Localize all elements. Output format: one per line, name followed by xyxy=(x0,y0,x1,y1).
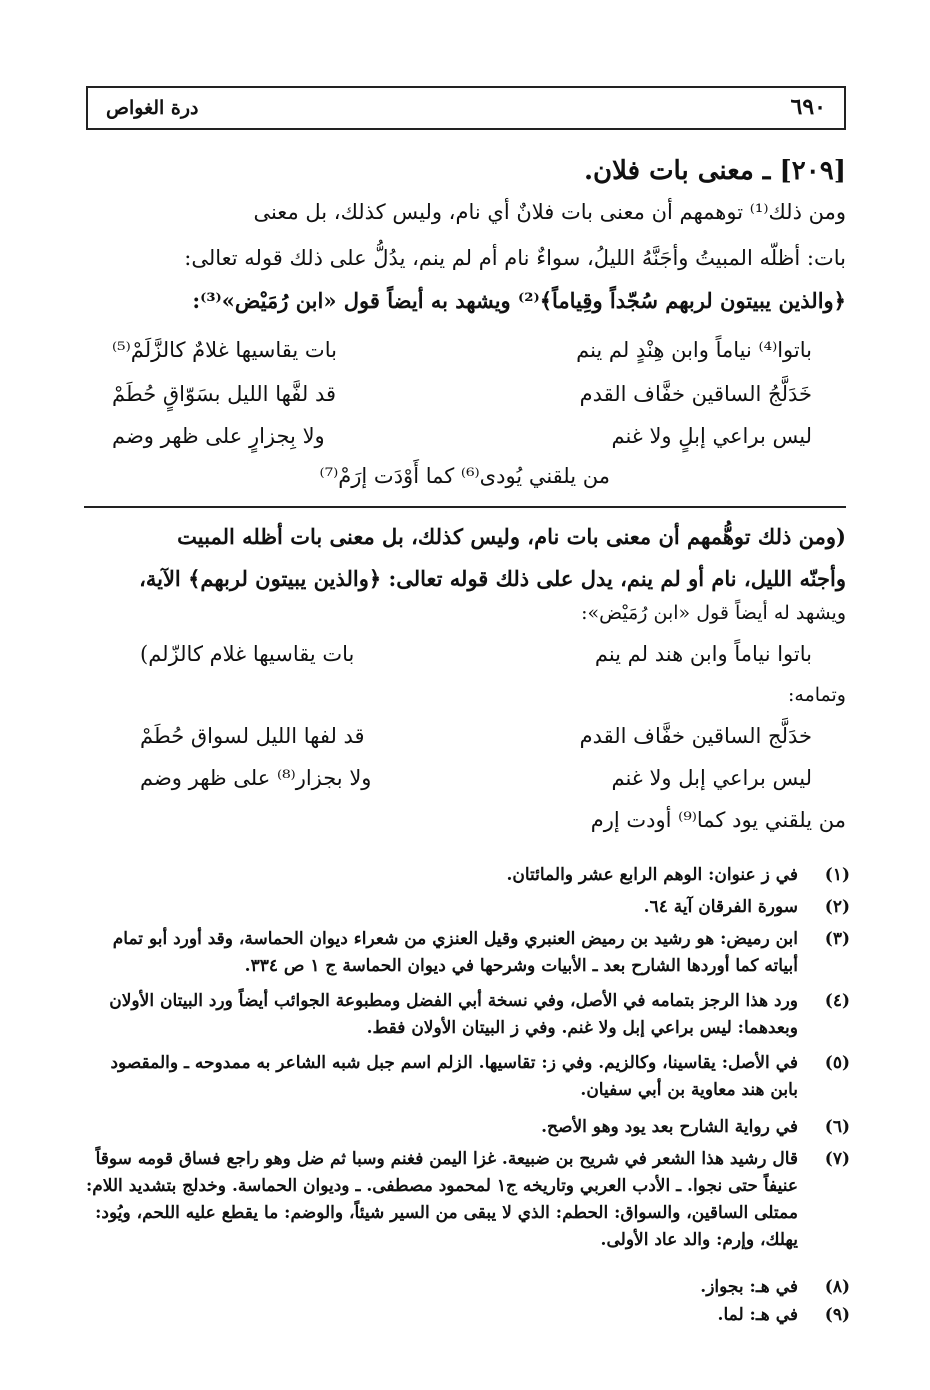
footnote-text: في الأصل: يقاسينا، وكالزيم. وفي ز: تقاسيها. الزلم اسم جبل شبه الشاعر به ممدوحه ـ والمقصود بابن هند معاوية بن أبي سفيان. xyxy=(110,1053,798,1100)
commentary-last-line: من يلقني يود كما⁽⁹⁾ أودت إرم xyxy=(590,808,846,832)
commentary-tamamuhu: وتمامه: xyxy=(787,684,846,706)
body-line-2: بات: أظلّه المبيتُ وأجَنَّهُ الليلُ، سواءٌ نام أم لم ينم، يدُلُّ على ذلك قوله تعالى: xyxy=(184,246,846,270)
footnote-9 xyxy=(80,1302,850,1329)
footnote-4 xyxy=(80,988,850,1042)
body-line-3: ﴿والذين يبيتون لربهم سُجّداً وقِياماً﴾⁽²⁾ ويشهد به أيضاً قول «ابن رُمَيْض»⁽³⁾: xyxy=(192,288,846,313)
footnote-number: (١) xyxy=(824,865,850,885)
commentary-line-2: وأجنّه الليل، نام أو لم ينم، يدل على ذلك قوله تعالى: ﴿والذين يبيتون لربهم﴾ الآية، xyxy=(139,566,846,591)
footnote-7 xyxy=(80,1146,850,1254)
book-title: درة الغواص xyxy=(106,97,199,119)
footnote-text: في ز عنوان: الوهم الرابع عشر والمائتان. xyxy=(506,865,798,885)
footnote-8 xyxy=(80,1274,850,1301)
commentary-verse-2-right: خدَلَّج الساقين خفَّاف القدم xyxy=(579,724,812,748)
footnote-6 xyxy=(80,1114,850,1141)
footnote-number: (٩) xyxy=(824,1305,850,1325)
commentary-verse-1-right: باتوا نياماً وابن هند لم ينم xyxy=(594,642,812,666)
footnote-text: في هـ: لما. xyxy=(717,1305,798,1325)
footnote-text: ابن رميض: هو رشيد بن رميض العنبري وقيل العنزي من شعراء ديوان الحماسة، وقد أورد أبو تمام أبياته كما أوردها الشارح بعد ـ الأبيات وشرحها في ديوان الحماسة ج ١ ص ٣٣٤. xyxy=(112,929,798,976)
footnote-number: (٥) xyxy=(824,1053,850,1073)
footnote-text: ورد هذا الرجز بتمامه في الأصل، وفي نسخة أبي الفضل ومطبوعة الجوائب أيضاً ورد البيتان الأولان وبعدهما: ليس براعي إبل ولا غنم. وفي ز البيتان الأولان فقط. xyxy=(109,991,798,1038)
commentary-line-1: (ومن ذلك توهُّمهم أن معنى بات نام، وليس كذلك، بل معنى بات أظله المبيت xyxy=(177,524,846,549)
footnote-number: (٤) xyxy=(824,991,850,1011)
footnote-number: (٢) xyxy=(824,897,850,917)
footnote-3 xyxy=(80,926,850,980)
footnote-5 xyxy=(80,1050,850,1104)
verse-last: من يلقني يُودى⁽⁶⁾ كما أَوْدَت إرَمْ⁽⁷⁾ xyxy=(319,464,610,488)
page-number: ٦٩٠ xyxy=(790,94,826,120)
verse-3-left: ولا بِجزارٍ على ظهر وضم xyxy=(112,424,325,448)
footnote-number: (٦) xyxy=(824,1117,850,1137)
footnote-number: (٨) xyxy=(824,1277,850,1297)
commentary-verse-3-left: ولا بجزار⁽⁸⁾ على ظهر وضم xyxy=(140,766,372,790)
body-line-1: ومن ذلك⁽¹⁾ توهمهم أن معنى بات فلانٌ أي نام، وليس كذلك، بل معنى xyxy=(253,200,846,224)
footnote-text: في هـ: بجواز. xyxy=(700,1277,798,1297)
commentary-verse-2-left: قد لفها الليل لسواق حُطَمْ xyxy=(140,724,365,748)
footnote-2 xyxy=(80,894,850,921)
section-divider xyxy=(84,506,846,508)
running-header xyxy=(86,86,846,130)
footnote-number: (٣) xyxy=(824,929,850,949)
section-title: [٢٠٩] ـ معنى بات فلان. xyxy=(583,156,846,186)
verse-3-right: ليس براعي إبلٍ ولا غنم xyxy=(611,424,812,448)
verse-1-right: باتوا⁽⁴⁾ نياماً وابن هِنْدٍ لم ينم xyxy=(576,338,812,362)
commentary-verse-3-right: ليس براعي إبل ولا غنم xyxy=(611,766,812,790)
commentary-verse-1-left: بات يقاسيها غلام كالزّلم) xyxy=(140,642,355,666)
footnote-1 xyxy=(80,862,850,889)
verse-2-right: خَدَلَّجُ الساقين خفَّاف القدم xyxy=(579,382,812,406)
footnote-text: سورة الفرقان آية ٦٤. xyxy=(643,897,798,917)
footnote-text: في رواية الشارح بعد يود وهو الأصح. xyxy=(541,1117,798,1137)
verse-1-left: بات يقاسيها غلامٌ كالزَّلَمْ⁽⁵⁾ xyxy=(112,338,337,362)
footnote-text: قال رشيد هذا الشعر في شريح بن ضبيعة. غزا اليمن فغنم وسبا ثم ضل وهو راجع فساق قومه سوقاً عنيفاً حتى نجوا. ـ الأدب العربي وتاريخه ج١ لمحمود مصطفى. ـ وديوان الحماسة. وخدلج بتشديد اللام: ممتلى الساقين، والسواق: الحطم: الذي لا يبقى من السير شيئاً، والوضم: ما يقطع عليه اللحم، ويُود: يهلك، وإرم: والد عاد الأولى. xyxy=(85,1149,798,1250)
verse-2-left: قد لفَّها الليل بسَوّاقٍ حُطَمْ xyxy=(112,382,337,406)
footnote-number: (٧) xyxy=(824,1149,850,1169)
commentary-line-3: ويشهد له أيضاً قول «ابن رُمَيْض»: xyxy=(581,602,846,624)
